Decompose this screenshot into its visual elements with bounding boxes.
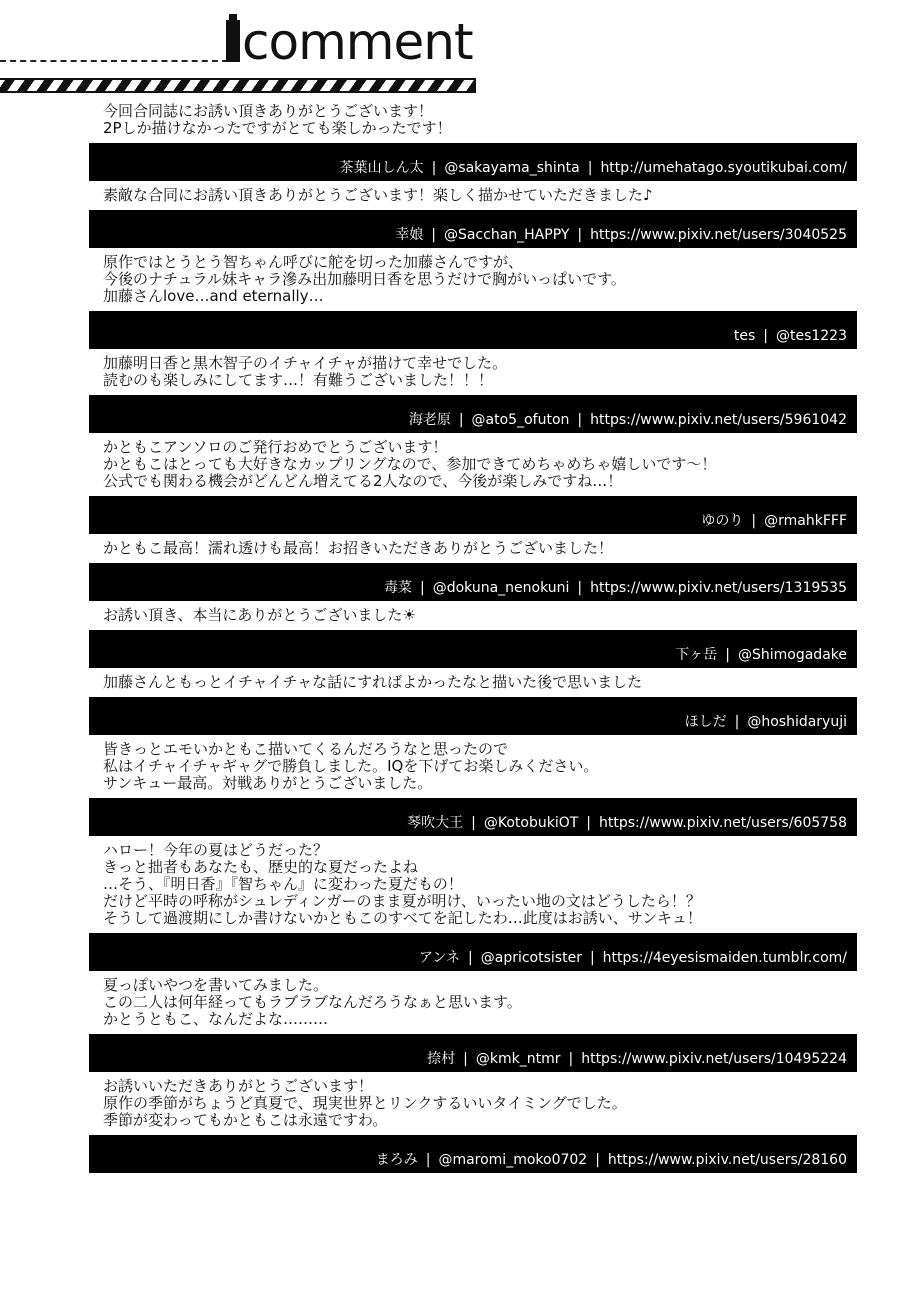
author-url[interactable]: https://www.pixiv.net/users/3040525 bbox=[590, 227, 847, 243]
separator: | bbox=[419, 580, 425, 596]
comment-entry bbox=[89, 439, 857, 534]
author-url[interactable]: https://www.pixiv.net/users/28160 bbox=[607, 1152, 847, 1168]
comment-line: 2Pしか描けなかったですがとても楽しかったです！ bbox=[103, 119, 452, 137]
comment-text bbox=[103, 103, 857, 137]
comment-text bbox=[103, 254, 857, 305]
author-handle[interactable]: @dokuna_nenokuni bbox=[432, 580, 570, 596]
author-name: ほしだ bbox=[684, 714, 727, 730]
author-url[interactable]: https://www.pixiv.net/users/1319535 bbox=[590, 580, 847, 596]
author-handle[interactable]: @sakayama_shinta bbox=[444, 160, 580, 176]
author-name: まろみ bbox=[375, 1152, 418, 1168]
comment-line: かとうともこ、なんだよな……… bbox=[103, 1010, 329, 1028]
comment-line: かともこはとっても大好きなカップリングなので、参加できてめちゃめちゃ嬉しいです～！ bbox=[103, 455, 717, 473]
author-handle[interactable]: @maromi_moko0702 bbox=[438, 1152, 588, 1168]
comment-entry bbox=[89, 540, 857, 601]
comment-line: 私はイチャイチャギャグで勝負しました。IQを下げてお楽しみください。 bbox=[103, 757, 599, 775]
separator: | bbox=[468, 950, 473, 966]
header-dashed-line bbox=[0, 60, 228, 62]
credit-bar bbox=[89, 1034, 857, 1072]
page-header bbox=[0, 0, 923, 96]
author-url[interactable]: https://4eyesismaiden.tumblr.com/ bbox=[602, 950, 847, 966]
separator: | bbox=[595, 1152, 600, 1168]
separator: | bbox=[463, 1051, 468, 1067]
author-name: tes bbox=[733, 328, 756, 344]
author-url[interactable]: https://www.pixiv.net/users/605758 bbox=[599, 815, 847, 831]
separator: | bbox=[577, 412, 583, 428]
separator: | bbox=[586, 815, 592, 831]
credit-bar bbox=[89, 395, 857, 433]
comment-line: だけど平時の呼称がシュレディンガーのまま夏が明け、いったい地の文はどうしたら！？ bbox=[103, 892, 701, 910]
author-handle[interactable]: @apricotsister bbox=[480, 950, 582, 966]
comment-line: 加藤明日香と黒木智子のイチャイチャが描けて幸せでした。 bbox=[103, 354, 508, 372]
comment-entry bbox=[89, 355, 857, 433]
comment-list bbox=[89, 103, 857, 1179]
comment-line: 季節が変わってもかともこは永遠ですわ。 bbox=[103, 1111, 388, 1129]
credit-bar bbox=[89, 496, 857, 534]
comment-line: …そう、『明日香』『智ちゃん』に変わった夏だもの！ bbox=[103, 875, 463, 893]
comment-line: 公式でも関わる機会がどんどん増えてる2人なので、今後が楽しみですね…！ bbox=[103, 472, 623, 490]
author-name: 毒菜 bbox=[383, 580, 412, 596]
author-name: 幸娘 bbox=[395, 227, 424, 243]
separator: | bbox=[577, 227, 583, 243]
author-handle[interactable]: @kmk_ntmr bbox=[475, 1051, 561, 1067]
pen-icon bbox=[226, 20, 240, 62]
credit-bar bbox=[89, 933, 857, 971]
author-name: 海老原 bbox=[408, 412, 451, 428]
separator: | bbox=[431, 160, 437, 176]
comment-text bbox=[103, 439, 857, 490]
comment-entry bbox=[89, 103, 857, 181]
comment-entry bbox=[89, 1078, 857, 1173]
comment-line: 加藤さんともっとイチャイチャな話にすればよかったなと描いた後で思いました bbox=[103, 673, 643, 691]
comment-text bbox=[103, 355, 857, 389]
separator: | bbox=[763, 328, 768, 344]
separator: | bbox=[725, 647, 730, 663]
page-title: comment bbox=[242, 13, 473, 71]
author-handle[interactable]: @KotobukiOT bbox=[483, 815, 579, 831]
credit-bar bbox=[89, 143, 857, 181]
author-name: 下ヶ岳 bbox=[675, 647, 718, 663]
credit-bar bbox=[89, 798, 857, 836]
comment-text bbox=[103, 607, 857, 624]
comment-entry bbox=[89, 607, 857, 668]
author-url[interactable]: https://www.pixiv.net/users/5961042 bbox=[590, 412, 847, 428]
separator: | bbox=[751, 513, 757, 529]
comment-text bbox=[103, 842, 857, 927]
comment-entry bbox=[89, 254, 857, 349]
comment-line: かともこ最高！濡れ透けも最高！お招きいただきありがとうございました！ bbox=[103, 539, 614, 557]
comment-line: この二人は何年経ってもラブラブなんだろうなぁと思います。 bbox=[103, 993, 522, 1011]
separator: | bbox=[431, 227, 436, 243]
comment-entry bbox=[89, 842, 857, 971]
credit-bar bbox=[89, 1135, 857, 1173]
author-url[interactable]: http://umehatago.syoutikubai.com/ bbox=[600, 160, 847, 176]
comment-text bbox=[103, 977, 857, 1028]
separator: | bbox=[587, 160, 593, 176]
author-name: 茶葉山しん太 bbox=[339, 160, 424, 176]
author-handle[interactable]: @rmahkFFF bbox=[764, 513, 847, 529]
comment-line: 原作ではとうとう智ちゃん呼びに舵を切った加藤さんですが、 bbox=[103, 253, 524, 271]
header-hatch-bar bbox=[0, 78, 476, 93]
author-name: 捺村 bbox=[427, 1051, 456, 1067]
comment-text bbox=[103, 1078, 857, 1129]
comment-line: 夏っぽいやつを書いてみました。 bbox=[103, 976, 329, 994]
separator: | bbox=[471, 815, 476, 831]
author-handle[interactable]: @hoshidaryuji bbox=[747, 714, 847, 730]
separator: | bbox=[568, 1051, 574, 1067]
author-name: アンネ bbox=[419, 950, 461, 966]
credit-bar bbox=[89, 630, 857, 668]
comment-line: きっと拙者もあなたも、歴史的な夏だったよね bbox=[103, 858, 419, 876]
credit-bar bbox=[89, 311, 857, 349]
author-handle[interactable]: @ato5_ofuton bbox=[471, 412, 570, 428]
comment-line: ハロー！今年の夏はどうだった？ bbox=[103, 841, 329, 859]
comment-line: 皆きっとエモいかともこ描いてくるんだろうなと思ったので bbox=[103, 740, 509, 758]
comment-line: 読むのも楽しみにしてます…！有難うございました！！！ bbox=[103, 371, 494, 389]
comment-line: 加藤さんlove…and eternally… bbox=[103, 287, 324, 305]
separator: | bbox=[425, 1152, 431, 1168]
comment-line: そうして過渡期にしか書けないかともこのすべてを記したわ…此度はお誘い、サンキュ！ bbox=[103, 909, 702, 927]
comment-text bbox=[103, 540, 857, 557]
comment-text bbox=[103, 741, 857, 792]
comment-line: サンキュー最高。対戦ありがとうございました。 bbox=[103, 774, 433, 792]
author-handle[interactable]: @Shimogadake bbox=[737, 647, 847, 663]
author-url[interactable]: https://www.pixiv.net/users/10495224 bbox=[581, 1051, 847, 1067]
separator: | bbox=[577, 580, 583, 596]
credit-bar bbox=[89, 697, 857, 735]
comment-line: お誘い頂き、本当にありがとうございました☀ bbox=[103, 606, 416, 624]
comment-text bbox=[103, 187, 857, 204]
author-name: ゆのり bbox=[701, 513, 744, 529]
credit-bar bbox=[89, 210, 857, 248]
comment-line: お誘いいただきありがとうございます！ bbox=[103, 1077, 374, 1095]
comment-entry bbox=[89, 741, 857, 836]
comment-entry bbox=[89, 674, 857, 735]
author-handle[interactable]: @Sacchan_HAPPY bbox=[443, 227, 570, 243]
comment-line: 今後のナチュラル妹キャラ滲み出加藤明日香を思うだけで胸がいっぱいです。 bbox=[103, 270, 626, 288]
credit-bar bbox=[89, 563, 857, 601]
comment-line: 原作の季節がちょうど真夏で、現実世界とリンクするいいタイミングでした。 bbox=[103, 1094, 627, 1112]
separator: | bbox=[458, 412, 464, 428]
comment-line: 素敵な合同にお誘い頂きありがとうございます！楽しく描かせていただきました♪ bbox=[103, 186, 653, 204]
comment-line: 今回合同誌にお誘い頂きありがとうございます！ bbox=[103, 102, 434, 120]
comment-text bbox=[103, 674, 857, 691]
comment-entry bbox=[89, 977, 857, 1072]
author-handle[interactable]: @tes1223 bbox=[775, 328, 847, 344]
separator: | bbox=[734, 714, 740, 730]
comment-line: かともこアンソロのご発行おめでとうございます！ bbox=[103, 438, 448, 456]
separator: | bbox=[589, 950, 595, 966]
comment-entry bbox=[89, 187, 857, 248]
author-name: 琴吹大王 bbox=[407, 815, 464, 831]
